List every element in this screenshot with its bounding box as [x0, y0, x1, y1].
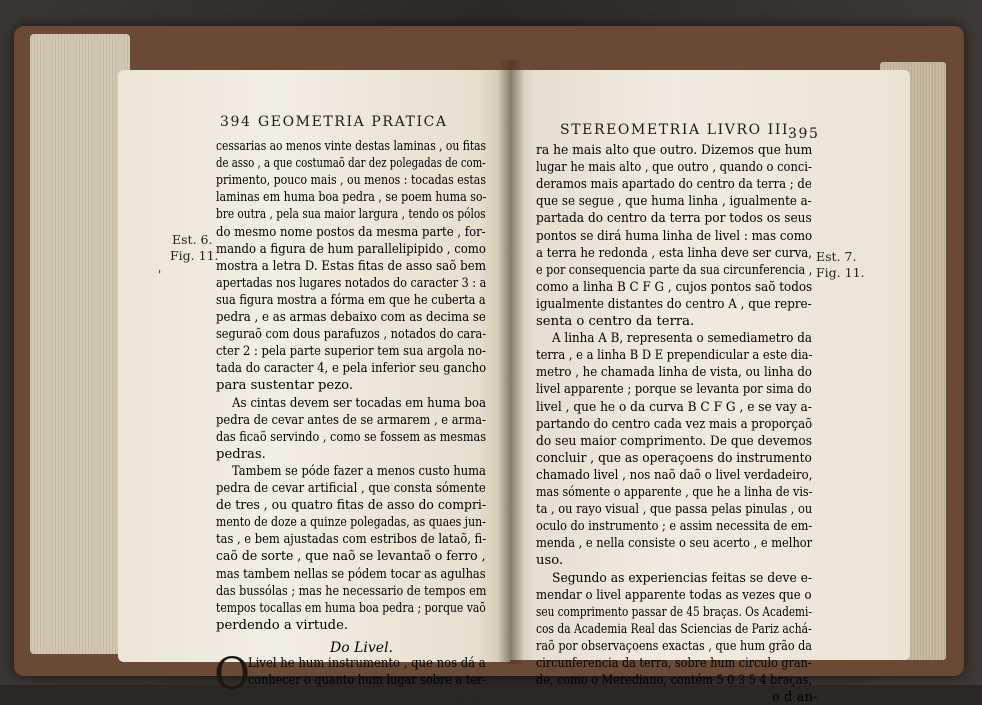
text-line: A linha A B, representa o semediametro da: [552, 331, 812, 347]
text-line: partando do centro cada vez mais a proporçaõ: [536, 416, 813, 432]
text-line: de, como o Merediano, contém 5 0 3 5 4 braças,: [536, 673, 812, 689]
text-line: uso.: [536, 553, 564, 569]
text-line: pedra , e as armas debaixo com as decima se: [216, 310, 486, 325]
text-line: cos da Academia Real das Sciencias de Pariz achá-: [536, 621, 812, 637]
text-line: bre outra , pela sua maior largura , tendo os pólos: [216, 207, 486, 223]
left-page-number: 394: [220, 114, 252, 130]
text-line: laminas em huma boa pedra , se poem huma so-: [216, 190, 487, 206]
text-line: caõ de sorte , que naõ se levantaõ o ferro ,: [216, 549, 486, 565]
right-margin-note-plate: Est. 7.: [816, 249, 857, 264]
text-line: deramos mais apartado do centro da terra ; de: [536, 177, 812, 193]
text-line: a terra he redonda , esta linha deve ser curva,: [536, 245, 813, 261]
text-line: Segundo as experiencias feitas se deve e-: [552, 570, 813, 586]
text-line: tada do caracter 4, e pela inferior seu gancho: [216, 361, 487, 377]
text-line: apertadas nos lugares notados do caracter 3 : a: [216, 275, 487, 291]
text-line: livel , que he o da curva B C F G , e se vay a-: [536, 399, 812, 415]
text-line: oculo do instrumento ; e assim necessita de em-: [536, 519, 813, 535]
text-line: das ficaõ servindo , como se fossem as mesmas: [216, 429, 487, 445]
left-margin-note-figure: Fig. 11.: [170, 248, 219, 263]
text-line: As cintas devem ser tocadas em huma boa: [232, 395, 487, 411]
text-line: mas sómente o apparente , que he a linha de vis-: [536, 485, 813, 500]
text-line: seguraõ com dous parafuzos , notados do cara-: [216, 327, 487, 343]
left-margin-note-plate: Est. 6.: [172, 232, 213, 247]
text-line: tempos tocallas em huma boa pedra ; porque vaõ: [216, 600, 486, 616]
text-line: do mesmo nome postos da mesma parte , for-: [216, 224, 486, 240]
text-line: menda , e nella consiste o seu acerto , e melhor: [536, 536, 813, 552]
text-line: mando a figura de hum parallelipipido , como: [216, 241, 486, 257]
text-line: livel apparente ; porque se levanta por sima do: [536, 382, 812, 398]
text-line: de tres , ou quatro fitas de asso do compri-: [216, 498, 487, 514]
text-line: de asso , a que costumaõ dar dez polegadas de com-: [216, 156, 486, 172]
text-line: e d an-: [772, 690, 818, 705]
text-line: mendar o livel apparente todas as vezes que o: [536, 587, 812, 603]
left-page-edges: [30, 34, 130, 654]
text-line: mento de doze a quinze polegadas, as quaes jun-: [216, 515, 486, 531]
right-page: [510, 70, 910, 705]
text-line: ra he mais alto que outro. Dizemos que hum: [536, 143, 813, 158]
text-line: tas , e bem ajustadas com estribos de lataõ, fi-: [216, 532, 487, 548]
catchword: ra he: [450, 691, 482, 705]
text-line: partada do centro da terra por todos os seus: [536, 211, 812, 227]
right-margin-note-figure: Fig. 11.: [816, 265, 865, 280]
text-line: para sustentar pezo.: [216, 378, 354, 394]
text-line: chamado livel , nos naõ daõ o livel verdadeiro,: [536, 467, 813, 483]
text-line: lugar he mais alto , que outro , quando o conci-: [536, 160, 812, 176]
text-line: ta , ou rayo visual , que passa pelas pinulas , ou: [536, 502, 813, 518]
pencil-mark: ꞌ: [158, 268, 162, 282]
text-line: circunferencia da terra, sobre hum circulo gran-: [536, 656, 812, 671]
text-line: conhecer o quanto hum lugar sobre a ter-: [248, 673, 487, 689]
text-line: raõ por observaçoens exactas , que hum grão da: [536, 638, 812, 654]
text-line: Tambem se póde fazer a menos custo huma: [232, 463, 486, 479]
book-gutter: [498, 60, 524, 664]
text-line: metro , he chamada linha de vista, ou linha do: [536, 365, 812, 381]
text-line: pedras.: [216, 446, 266, 462]
text-line: pedra de cevar artificial , que consta sómente: [216, 481, 486, 496]
text-line: seu comprimento passar de 45 braças. Os Academi-: [536, 604, 812, 620]
text-line: que se segue , que huma linha , igualmente a-: [536, 194, 812, 210]
left-running-head: GEOMETRIA PRATICA: [258, 114, 448, 130]
text-line: mas tambem nellas se pódem tocar as agulhas: [216, 566, 486, 582]
right-running-head: STEREOMETRIA LIVRO III.: [560, 122, 796, 138]
text-line: e por consequencia parte da sua circunferencia ,: [536, 262, 813, 278]
text-line: como a linha B C F G , cujos pontos saõ todos: [536, 279, 813, 295]
text-line: igualmente distantes do centro A , que repre-: [536, 296, 812, 312]
left-page: [118, 70, 510, 705]
text-line: terra , e a linha B D E prependicular a este dia-: [536, 348, 813, 364]
text-line: cessarias ao menos vinte destas laminas , ou fitas: [216, 139, 487, 154]
text-line: pedra de cevar antes de se armarem , e arma-: [216, 412, 486, 428]
section-heading: Do Livel.: [330, 639, 393, 656]
right-page-number: 395: [788, 126, 820, 142]
text-line: pontos se dirá huma linha de livel : mas como: [536, 228, 813, 244]
text-line: senta o centro da terra.: [536, 314, 695, 329]
text-line: sua figura mostra a fórma em que he cuberta a: [216, 292, 486, 308]
text-line: concluir , que as operaçoens do instrumento: [536, 450, 812, 466]
drop-cap: O: [214, 649, 251, 700]
text-line: primento, pouco mais , ou menos : tocadas estas: [216, 173, 486, 189]
text-line: do seu maior comprimento. De que devemos: [536, 433, 813, 449]
text-line: perdendo a virtude.: [216, 617, 349, 633]
text-line: cter 2 : pela parte superior tem sua argola no-: [216, 344, 486, 360]
text-line: mostra a letra D. Estas fitas de asso saõ bem: [216, 258, 487, 274]
text-line: das bussólas ; mas he necessario de tempos em: [216, 583, 487, 599]
text-line: Livel he hum instrumento , que nos dá a: [248, 656, 486, 671]
